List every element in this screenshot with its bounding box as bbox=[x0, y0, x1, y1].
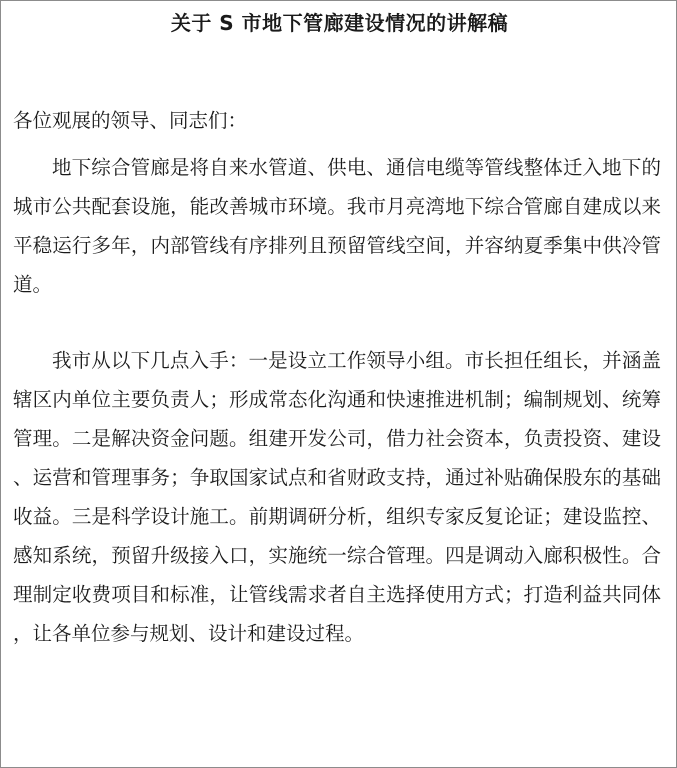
paragraph-2: 我市从以下几点入手：一是设立工作领导小组。市长担任组长，并涵盖辖区内单位主要负责人；形成常态化沟通和快速推进机制；编制规划、统筹管理。二是解决资金问题。组建开发公司，借力社会资本，负责投资、建设、运营和管理事务；争取国家试点和省财政支持，通过补贴确保股东的基础收益。三是科学设计施工。前期调研分析，组织专家反复论证；建设监控、感知系统，预留升级接入口，实施统一综合管理。四是调动入廊积极性。合理制定收费项目和标准，让管线需求者自主选择使用方式；打造利益共同体，让各单位参与规划、设计和建设过程。 bbox=[13, 349, 661, 645]
document-title: 关于 S 市地下管廊建设情况的讲解稿 bbox=[170, 11, 509, 35]
paragraph-1: 地下综合管廊是将自来水管道、供电、通信电缆等管线整体迁入地下的城市公共配套设施，能改善城市环境。我市月亮湾地下综合管廊自建成以来平稳运行多年，内部管线有序排列且预留管线空间，并容纳夏季集中供冷管道。 bbox=[13, 156, 661, 296]
salutation: 各位观展的领导、同志们： bbox=[13, 109, 248, 132]
